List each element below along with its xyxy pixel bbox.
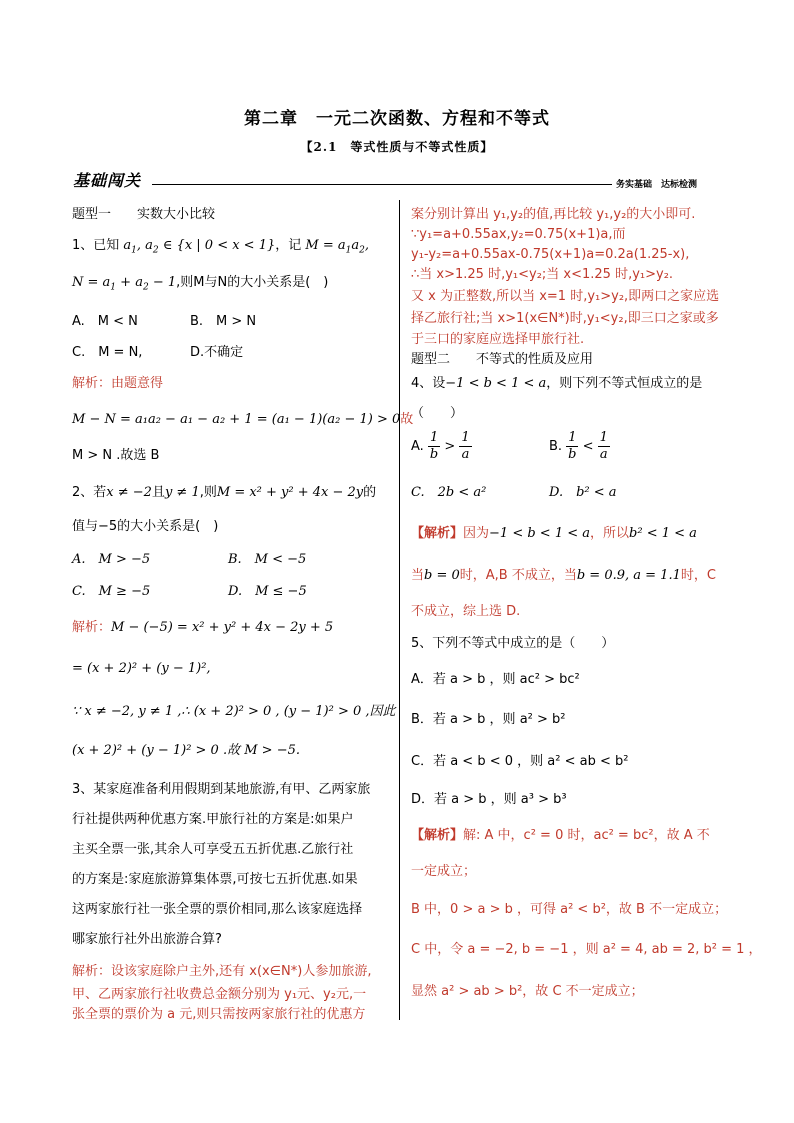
q4-opt-a-frac2: $\frac{1}{a}$ [461, 430, 470, 462]
column-divider [399, 200, 400, 1020]
banner-tagline: 务实基础 达标检测 [616, 180, 698, 190]
q3-line-6: 哪家旅行社外出旅游合算? [72, 932, 222, 947]
solution-4-line3: 不成立，综上选 D. [411, 604, 521, 619]
type1-heading: 题型一 实数大小比较 [72, 207, 216, 222]
q3-line-3: 主买全票一张,其余人可享受五五折优惠.乙旅行社 [72, 842, 354, 857]
q4-option-b: B. $\frac{1}{b}$ < $\frac{1}{a}$ [549, 430, 608, 462]
q2-option-b: B. M < −5 [228, 552, 307, 567]
question-1-line1 [72, 234, 369, 263]
solution-5-line4: C 中，令 a = −2, b = −1 ，则 a² = 4, ab = 2, b² = 1 ， [411, 942, 762, 957]
banner-label: 基础闯关 [73, 171, 142, 190]
q1-option-c: C. M = N, [72, 345, 143, 360]
sol4-l2-c: 时，A,B 不成立，当 [459, 568, 577, 583]
sol3-cont-7: 于三口的家庭应选择甲旅行社. [411, 332, 585, 347]
q1-ask: ,则M与N的大小关系是( ) [176, 275, 329, 290]
q3-line-1: 3、某家庭准备利用假期到某地旅游,有甲、乙两家旅 [72, 782, 371, 797]
q4-paren: （ ） [411, 406, 464, 421]
sol2-head: 解析： [72, 620, 112, 635]
sol3-line-2: 甲、乙两家旅行社收费总金额分别为 y₁元、y₂元,一 [72, 987, 367, 1002]
q2-text-a: 2、若 [72, 485, 107, 500]
sol3-line-3: 张全票的票价为 a 元,则只需按两家旅行社的优惠方 [72, 1007, 366, 1022]
q1-set: $a_1$, $a_2$ ∈ {x | 0 < x < 1} [119, 238, 276, 256]
right-column [411, 0, 762, 1123]
q4-opt-b-frac1: $\frac{1}{b}$ [568, 430, 577, 462]
q4-opt-a-frac1: $\frac{1}{b}$ [429, 430, 439, 462]
solution-1-head: 解析：由题意得 [72, 376, 164, 391]
question-5: 5、下列不等式中成立的是（ ） [411, 636, 615, 651]
q2-text-c: 且 [151, 485, 165, 500]
sol5-tag: 【解析】 [411, 828, 464, 843]
solution-2-line2: = (x + 2)² + (y − 1)², [72, 661, 211, 676]
solution-1-end: M > N .故选 B [72, 448, 160, 463]
sol3-cont-3: y₁-y₂=a+0.55ax-0.75(x+1)a=0.2a(1.25-x), [411, 247, 690, 262]
solution-2-line3: ∵ x ≠ −2, y ≠ 1 ,∴ (x + 2)² > 0 , (y − 1)² > 0 ,因此 [72, 704, 396, 719]
sol3-cont-4: ∴当 x>1.25 时,y₁<y₂;当 x<1.25 时,y₁>y₂. [411, 267, 674, 282]
q1-option-a: A. M < N [72, 314, 138, 329]
q2-text-e: ,则 [199, 485, 217, 500]
q4-opt-b-frac2: $\frac{1}{a}$ [599, 430, 608, 462]
sol3-cont-1: 案分别计算出 y₁,y₂的值,再比较 y₁,y₂的大小即可. [411, 207, 696, 222]
chapter-title: 第二章 一元二次函数、方程和不等式 [244, 109, 550, 129]
q2-text-g: 的 [363, 485, 377, 500]
sol4-text-c: ，所以 [590, 526, 630, 541]
solution-2-line1 [72, 616, 333, 639]
type2-heading: 题型二 不等式的性质及应用 [411, 352, 594, 367]
solution-1-formula [72, 408, 413, 431]
q1-text-b: ，记 [275, 238, 302, 253]
sol2-formula1: M − (−5) = x² + y² + 4x − 2y + 5 [111, 620, 334, 635]
solution-4-line2 [411, 564, 716, 587]
q4-option-c: C. 2b < a² [411, 485, 487, 500]
sol5-l1: 解: A 中，c² = 0 时，ac² = bc²，故 A 不 [463, 828, 710, 843]
q5-option-b: B．若 a > b ，则 a² > b² [411, 712, 566, 727]
question-2-line2: 值与−5的大小关系是( ) [72, 519, 219, 534]
q5-option-d: D．若 a > b ，则 a³ > b³ [411, 792, 567, 807]
q2-cond-y: y ≠ 1 [164, 485, 200, 500]
sol1-formula: M − N = a₁a₂ − a₁ − a₂ + 1 = (a₁ − 1)(a₂ − 1) > 0 [72, 412, 401, 427]
q4-text-a: 4、设 [411, 376, 446, 391]
sol3-cont-5: 又 x 为正整数,所以当 x=1 时,y₁>y₂,即两口之家应选 [411, 289, 720, 304]
sol4-tag: 【解析】 [411, 526, 464, 541]
q4-cond: −1 < b < 1 < a [445, 376, 547, 391]
sol4-l2-d: b = 0.9, a = 1.1 [576, 568, 681, 583]
solution-2-line4: (x + 2)² + (y − 1)² > 0 .故 M > −5. [72, 743, 300, 758]
q2-option-c: C. M ≥ −5 [72, 584, 151, 599]
q4-option-d: D. b² < a [549, 485, 617, 500]
q2-m-def: M = x² + y² + 4x − 2y [216, 485, 364, 500]
q5-option-c: C．若 a < b < 0 ，则 a² < ab < b² [411, 754, 629, 769]
sol4-result: b² < 1 < a [629, 526, 697, 541]
sol1-gu: 故 [400, 412, 414, 427]
sol4-l2-e: 时，C [680, 568, 716, 583]
solution-5-line2: 一定成立； [411, 864, 477, 879]
solution-5-line5: 显然 a² > ab > b²，故 C 不一定成立； [411, 984, 644, 999]
q1-m-def: $M = a_1a_2$, [301, 238, 369, 256]
sol4-cond: −1 < b < 1 < a [489, 526, 591, 541]
q3-line-2: 行社提供两种优惠方案.甲旅行社的方案是:如果户 [72, 812, 354, 827]
sol4-l2-a: 当 [411, 568, 425, 583]
q2-cond-x: x ≠ −2 [106, 485, 152, 500]
sol3-cont-2: ∵y₁=a+0.55ax,y₂=0.75(x+1)a,而 [411, 227, 626, 242]
solution-5-line3: B 中，0 > a > b ，可得 a² < b²，故 B 不一定成立； [411, 902, 728, 917]
q5-option-a: A．若 a > b ，则 ac² > bc² [411, 672, 580, 687]
solution-5-line1 [411, 824, 710, 847]
q3-line-5: 这两家旅行社一张全票的票价相同,那么该家庭选择 [72, 902, 363, 917]
q1-text: 1、已知 [72, 238, 120, 253]
sol4-text-a: 因为 [463, 526, 490, 541]
q4-opt-a-label: A. [411, 439, 424, 454]
question-4-line1 [411, 372, 702, 395]
q1-option-d: D.不确定 [190, 345, 244, 360]
q3-line-4: 的方案是:家庭旅游算集体票,可按七五折优惠.如果 [72, 872, 358, 887]
sol4-l2-b: b = 0 [424, 568, 460, 583]
q4-option-a: A. $\frac{1}{b}$ > $\frac{1}{a}$ [411, 430, 470, 462]
q1-option-b: B. M > N [190, 314, 257, 329]
q2-option-d: D. M ≤ −5 [228, 584, 307, 599]
q4-opt-b-label: B. [549, 439, 563, 454]
q1-n-def: $N = a_1 + a_2 - 1$ [72, 275, 177, 293]
q4-text-c: ，则下列不等式恒成立的是 [546, 376, 703, 391]
section-title: 【2.1 等式性质与不等式性质】 [300, 140, 494, 154]
q2-option-a: A. M > −5 [72, 552, 151, 567]
solution-4-line1 [411, 522, 697, 545]
sol3-cont-6: 择乙旅行社;当 x>1(x∈N*)时,y₁<y₂,即三口之家或多 [411, 311, 719, 326]
question-1-line2 [72, 271, 328, 300]
question-2-line1 [72, 481, 376, 504]
sol3-line-1: 解析：设该家庭除户主外,还有 x(x∈N*)人参加旅游, [72, 964, 372, 979]
